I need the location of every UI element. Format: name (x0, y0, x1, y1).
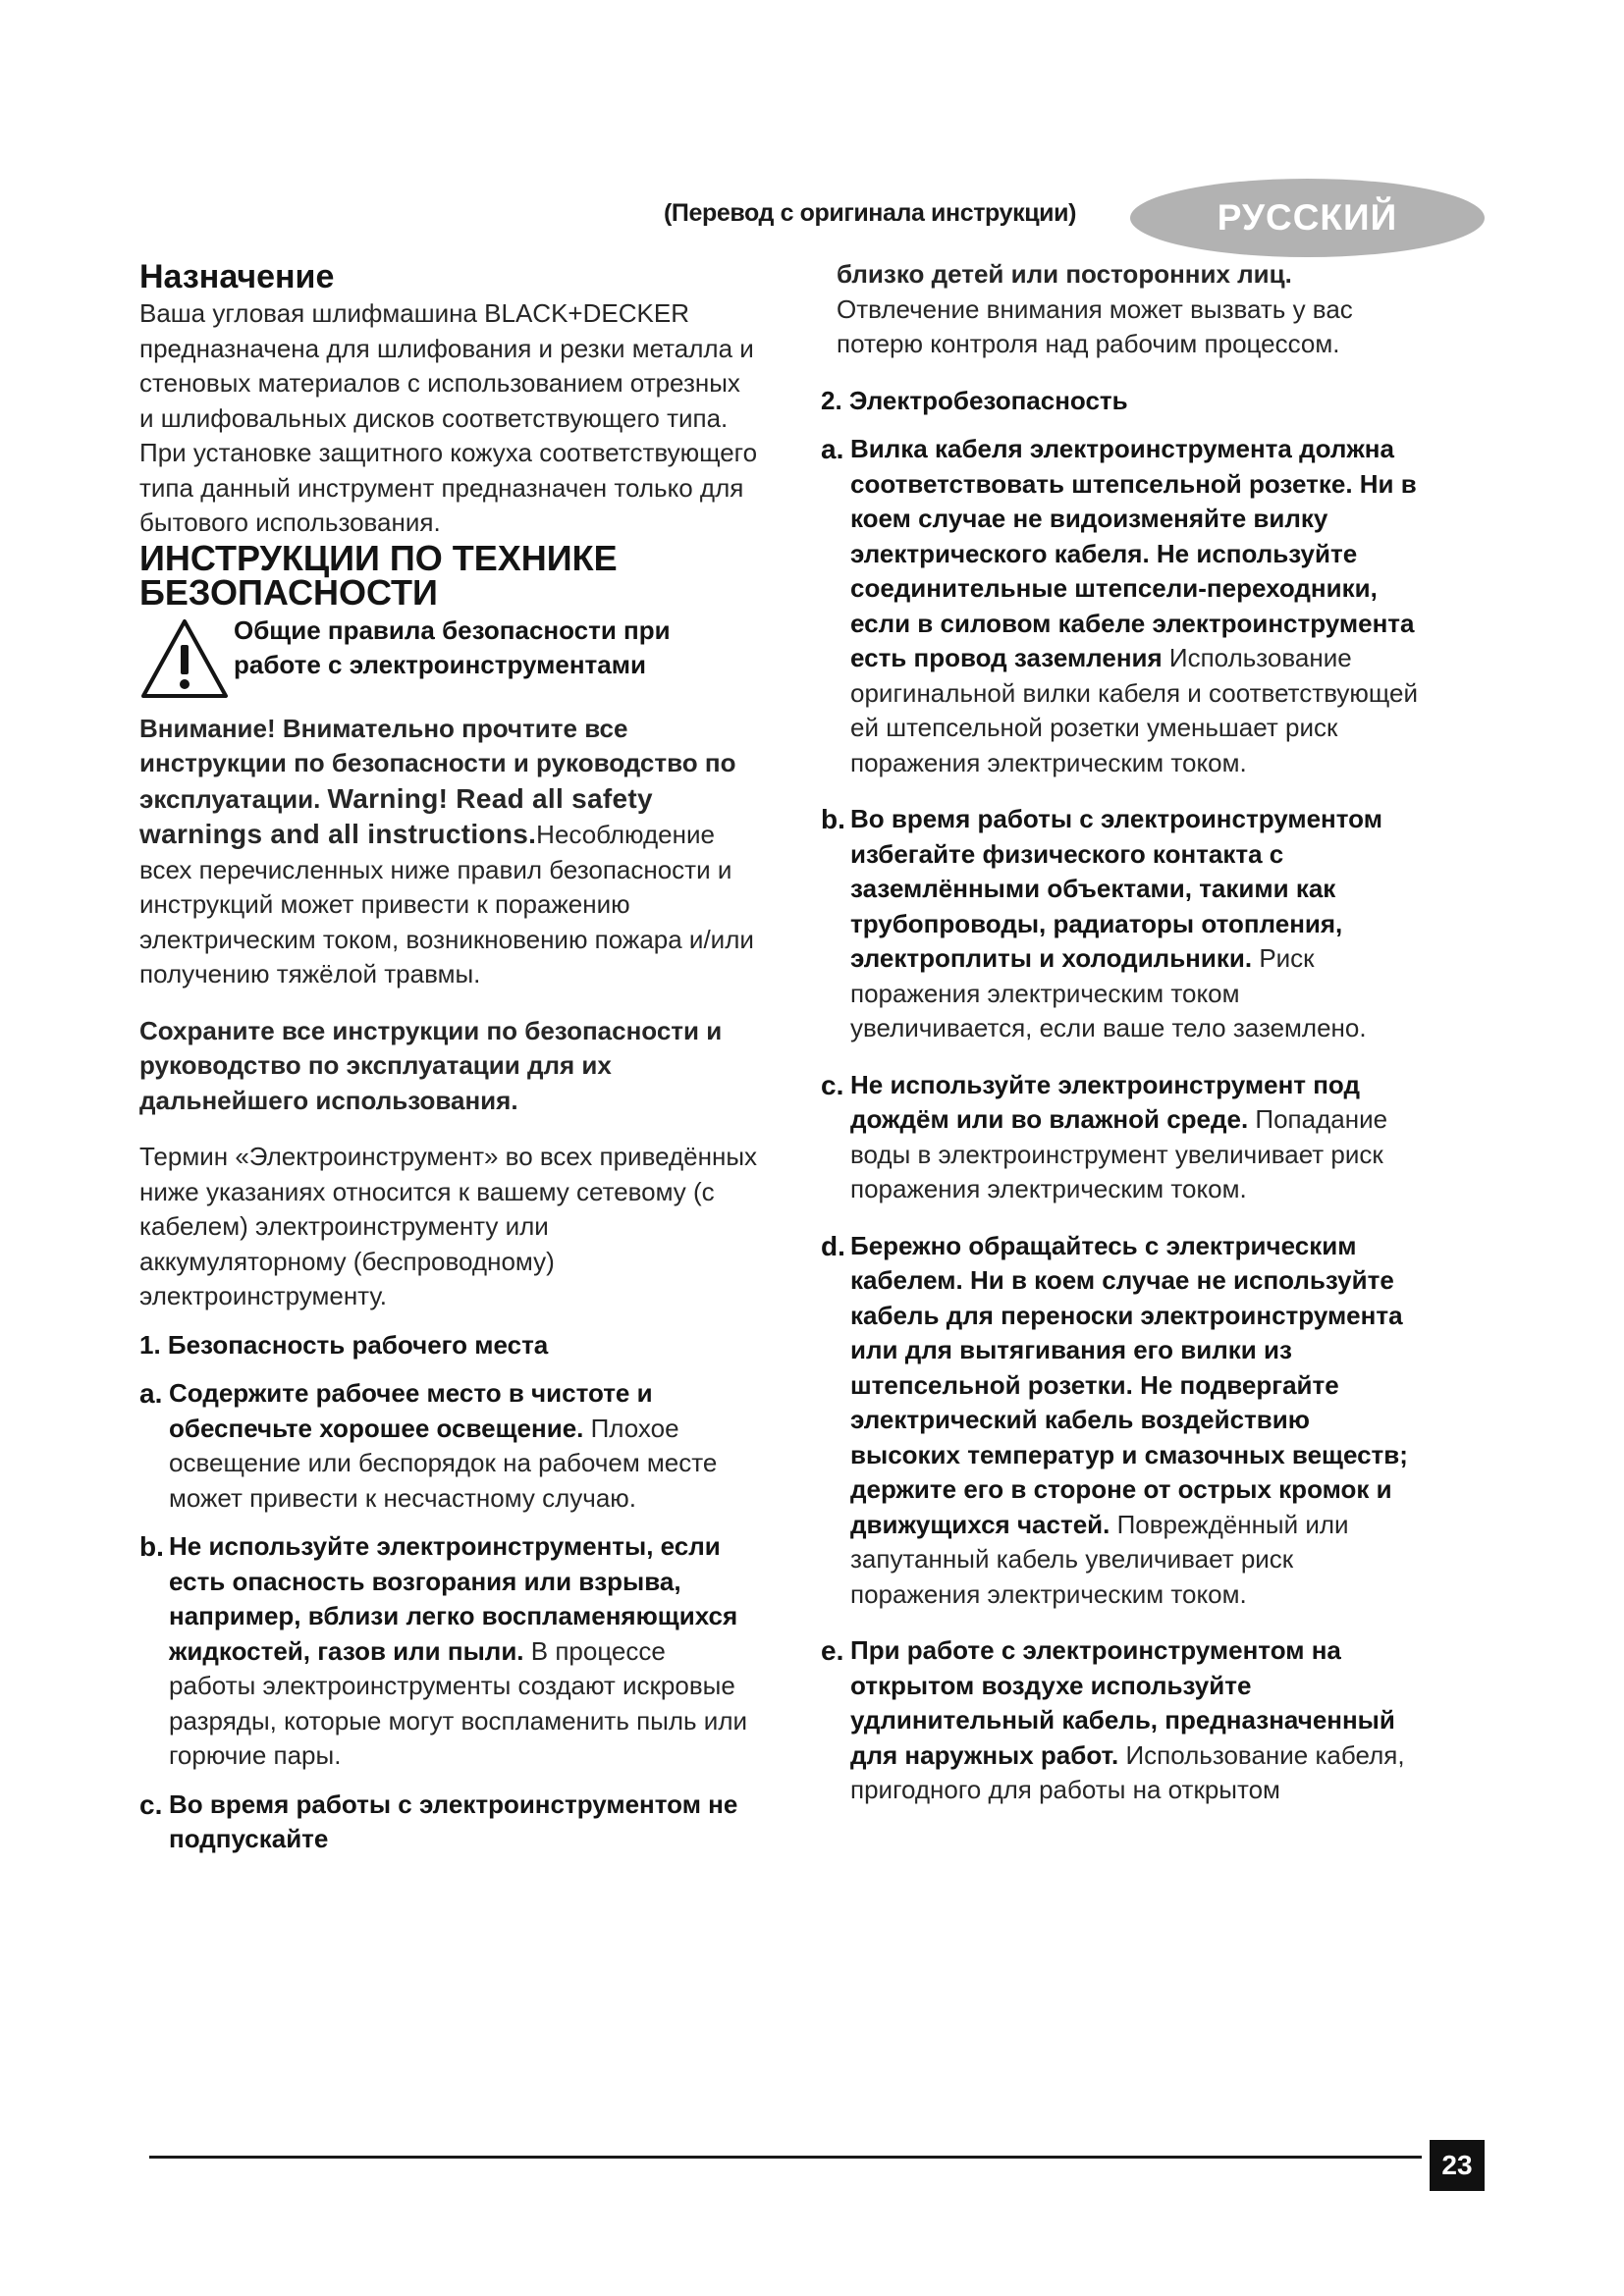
list-item (139, 1788, 758, 1857)
attention-rest: Несоблюдение всех перечисленных ниже правил безопасности и инструкций может привести к поражению электрическим током, возникновению пожара и/или получению тяжёлой травмы. (139, 820, 754, 988)
attention-ru: Внимание! Внимательно прочтите все инструкции по безопасности и руководство по эксплуатации. (139, 713, 736, 814)
list-item (821, 1229, 1420, 1613)
item-text: Вилка кабеля электроинструмента должна соответствовать штепсельной розетке. Ни в коем случае не видоизменяйте вилку электрического кабеля. Не используйте соединительные штепсели-переходники, если в силовом кабеле электроинструмента есть провод заземления Использование оригинальной вилки кабеля и соответствующей ей штепсельной розетки уменьшает риск поражения электрическим током. (850, 434, 1419, 777)
item-text: При работе с электроинструментом на открытом воздухе используйте удлинительный кабель, предназначенный для наружных работ. Использование кабеля, пригодного для работы на открытом (850, 1635, 1405, 1804)
item-letter: c. (821, 1069, 844, 1100)
section-2-heading: 2. Электробезопасность (821, 385, 1128, 415)
left-column (139, 257, 758, 1857)
list-item (139, 1376, 758, 1516)
term-definition: Термин «Электроинструмент» во всех приведённых ниже указаниях относится к вашему сетевому (с кабелем) электроинструменту или аккумуляторному (беспроводному) электроинструменту. (139, 1142, 758, 1310)
item-letter: d. (821, 1230, 845, 1261)
footer-divider (149, 2156, 1422, 2159)
warning-subtitle: Общие правила безопасности при работе с электроинструментами (234, 614, 671, 679)
purpose-text: Ваша угловая шлифмашина BLACK+DECKER предназначена для шлифования и резки металла и стеновых материалов с использованием отрезных и шлифовальных дисков соответствующего типа. При установке защитного кожуха соответствующего типа данный инструмент предназначен только для бытового использования. (139, 298, 758, 537)
continuation-paragraph: близко детей или посторонних лиц. Отвлечение внимания может вызвать у вас потерю контроля над рабочим процессом. (837, 259, 1353, 358)
general-safety-warning (139, 614, 758, 700)
safety-heading: ИНСТРУКЦИИ ПО ТЕХНИКЕ БЕЗОПАСНОСТИ (139, 537, 618, 613)
item-text: Во время работы с электроинструментом избегайте физического контакта с заземлёнными объектами, такими как трубопроводы, радиаторы отопления, электроплиты и холодильники. Риск поражения электрическим током увеличивается, если ваше тело заземлено. (850, 804, 1382, 1042)
list-item (821, 1633, 1420, 1808)
item-letter: e. (821, 1635, 844, 1666)
item-letter: b. (821, 804, 845, 834)
translation-note: (Перевод с оригинала инструкции) (664, 199, 1077, 227)
item-letter: b. (139, 1531, 164, 1562)
list-item (139, 1529, 758, 1774)
purpose-heading: Назначение (139, 258, 335, 295)
save-instructions: Сохраните все инструкции по безопасности и руководство по эксплуатации для их дальнейшего использования. (139, 1015, 723, 1115)
item-text: Содержите рабочее место в чистоте и обеспечьте хорошее освещение. Плохое освещение или беспорядок на рабочем месте может привести к несчастному случаю. (169, 1378, 718, 1513)
attention-en: Warning! Read all safety warnings and all instructions. (139, 782, 653, 849)
list-item (821, 802, 1420, 1046)
item-text: Не используйте электроинструменты, если есть опасность возгорания или взрыва, например, вблизи легко воспламеняющихся жидкостей, газов или пыли. В процессе работы электроинструменты создают искровые разряды, которые могут воспламенить пыль или горючие пары. (169, 1531, 748, 1770)
item-text: Во время работы с электроинструментом не подпускайте (169, 1789, 738, 1853)
page-number: 23 (1430, 2140, 1485, 2191)
list-item (821, 432, 1420, 780)
section-1-heading: 1. Безопасность рабочего места (139, 1329, 549, 1360)
list-item (821, 1068, 1420, 1207)
item-letter: c. (139, 1789, 163, 1820)
item-letter: a. (139, 1378, 163, 1409)
language-badge: РУССКИЙ (1130, 179, 1485, 257)
item-text: Не используйте электроинструмент под дождём или во влажной среде. Попадание воды в электроинструмент увеличивает риск поражения электрическим током. (850, 1069, 1388, 1203)
right-column (821, 257, 1420, 1808)
attention-paragraph (139, 712, 758, 992)
item-letter: a. (821, 434, 844, 464)
warning-triangle-icon (139, 617, 230, 700)
item-text: Бережно обращайтесь с электрическим кабелем. Ни в коем случае не используйте кабель для переноски электроинструмента или для вытягивания его вилки из штепсельной розетки. Не подвергайте электрический кабель воздействию высоких температур и смазочных веществ; держите его в стороне от острых кромок и движущихся частей. Повреждённый или запутанный кабель увеличивает риск поражения электрическим током. (850, 1230, 1408, 1609)
